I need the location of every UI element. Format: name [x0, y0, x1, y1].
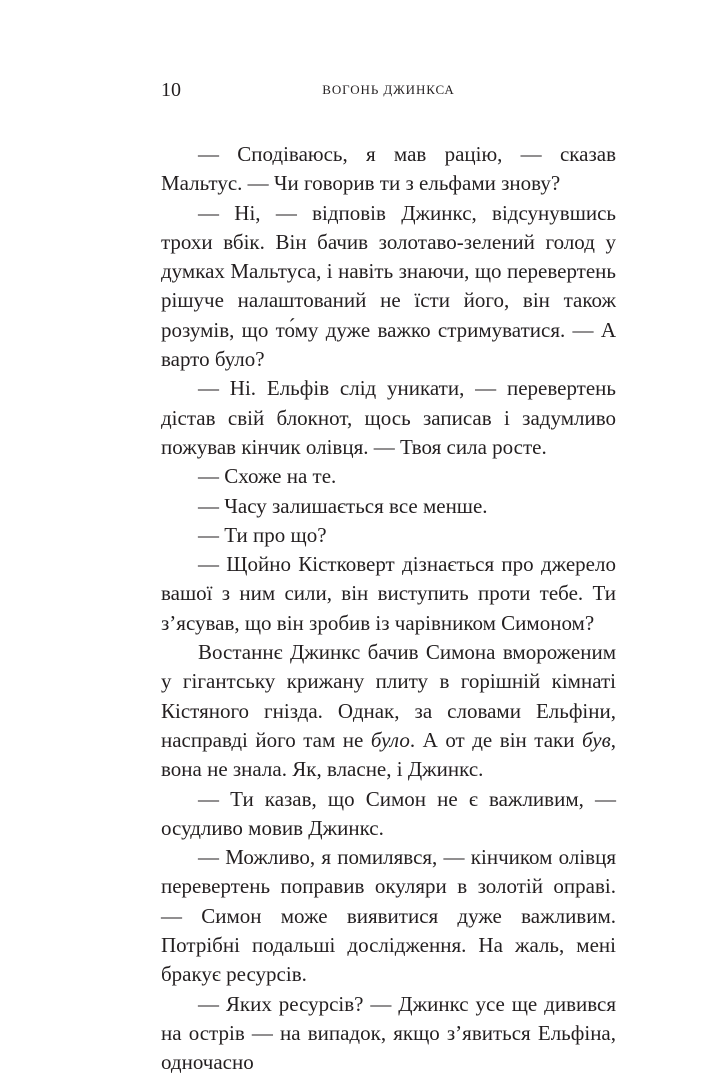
paragraph: — Яких ресурсів? — Джинкс усе ще дивився на острів — на випадок, якщо з’явиться Ельфіна, одночасно: [161, 991, 616, 1075]
paragraph: — Часу залишається все менше.: [198, 493, 488, 518]
text-run: . А от де він таки: [409, 727, 583, 752]
paragraph-with-emphasis: [161, 638, 616, 784]
text-run: Востаннє Джинкс бачив Симона вмороженим у гігантську крижану плиту в горішній кімнаті Кістяного гнізда. Однак, за словами Ельфіни, насправді його там не: [161, 640, 616, 752]
emphasis: був: [582, 727, 611, 752]
running-title: ВОГОНЬ ДЖИНКСА: [322, 82, 455, 97]
page-number: 10: [161, 79, 181, 101]
emphasis: було: [370, 727, 410, 752]
paragraph: — Схоже на те.: [198, 464, 337, 489]
paragraph: — Сподіваюсь, я мав рацію, — сказав Мальтус. — Чи говорив ти з ельфами знову?: [161, 142, 616, 196]
body-text: [161, 140, 616, 1078]
running-head: [161, 78, 616, 102]
text-run: , вона не знала. Як, власне, і Джинкс.: [161, 727, 616, 782]
paragraph: — Ти про що?: [198, 522, 327, 547]
paragraph: — Ні, — відповів Джинкс, відсунувшись трохи вбік. Він бачив золотаво-зелений голод у думках Мальтуса, і навіть знаючи, що перевертень рішуче налаштований не їсти його, він також розумів, що то́му дуже важко стримуватися. — А варто було?: [161, 200, 616, 372]
paragraph: — Ні. Ельфів слід уникати, — перевертень дістав свій блокнот, щось записав і задумливо пожував кінчик олівця. — Твоя сила росте.: [161, 376, 616, 459]
paragraph: — Щойно Кістковерт дізнається про джерело вашої з ним сили, він виступить проти тебе. Ти з’ясував, що він зробив із чарівником Симоном?: [161, 552, 616, 635]
paragraph: — Ти казав, що Симон не є важливим, — осудливо мовив Джинкс.: [161, 786, 616, 840]
paragraph: — Можливо, я помилявся, — кінчиком олівця перевертень поправив окуляри в золотій оправі. — Симон може виявитися дуже важливим. Потрібні подальші дослідження. На жаль, мені бракує ресурсів.: [161, 845, 616, 987]
